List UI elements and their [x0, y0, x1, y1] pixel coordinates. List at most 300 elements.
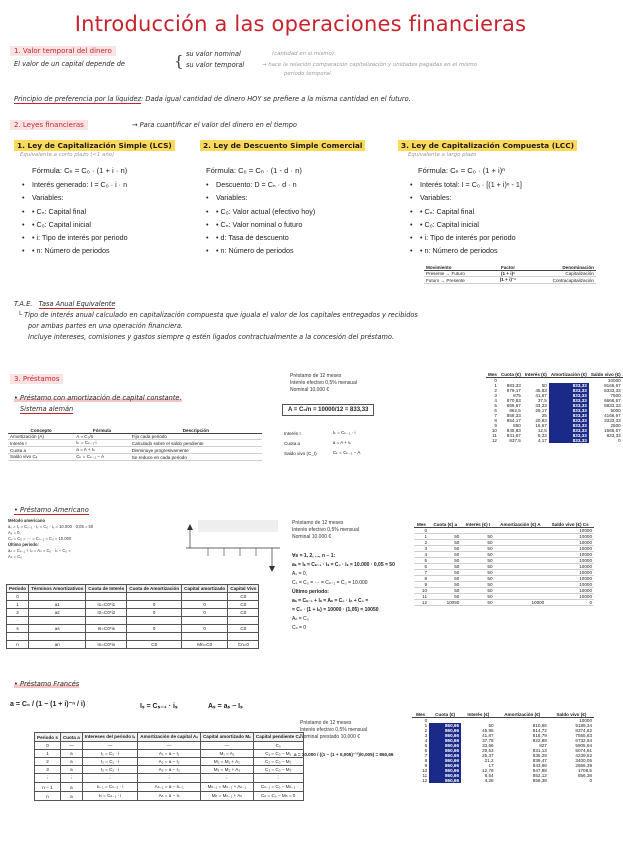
lds-heading: 2. Ley de Descuento Simple Comercial: [200, 140, 365, 151]
table-cell: 50: [429, 588, 461, 594]
temporal-value-note-2: período temporal.: [284, 71, 333, 77]
table-cell: 50: [461, 546, 494, 552]
table-cell: A₂ = a − I₂: [138, 758, 201, 766]
lcs-bullet-interest: • Interés generado: I = C₀ · i · n: [22, 180, 128, 189]
table-cell: a2: [29, 609, 86, 617]
table-cell: 0: [127, 625, 182, 633]
table-cell: 5074,81: [575, 748, 592, 753]
table-cell: a: [60, 792, 82, 801]
table-cell: Saldo vivo Cₖ: [8, 454, 74, 461]
table-cell: 33,33: [535, 403, 547, 408]
table-cell: 10000: [546, 528, 594, 534]
liquidity-principle-label: Principio de preferencia por la liquidez: [14, 95, 142, 103]
table-cell: 29,17: [535, 408, 547, 413]
lds-var-cn: • • Cₙ: Valor nominal o futuro: [206, 219, 303, 229]
table-cell: 12,5: [537, 428, 547, 433]
table-cell: 1666,67: [604, 428, 621, 433]
table-cell: Cₙ = C₀ − Mₙ = 0: [253, 792, 303, 801]
frances-annuity-formula: a = C₀ / (1 − (1 + i)⁻ⁿ / i): [10, 701, 86, 708]
frances-heading: • Préstamo Francés: [14, 680, 80, 688]
table-cell: 1: [35, 750, 61, 758]
table-cell: 0: [182, 609, 228, 617]
table-cell: 4,28: [484, 778, 494, 783]
loan-info-line: Nominal prestado 10.000 €: [300, 734, 361, 740]
table-cell: 7: [414, 570, 429, 576]
column-header: Cuota de Interés: [86, 585, 127, 593]
table-cell: 879,17: [506, 388, 521, 393]
table-cell: n: [7, 641, 29, 649]
column-header: Mes: [488, 372, 497, 377]
table-cell: 12: [491, 438, 497, 443]
table-cell: 883,33: [506, 383, 521, 388]
table-cell: 45,83: [535, 388, 547, 393]
americano-method-line: Aₙ = C₀: [8, 554, 22, 559]
table-cell: 8,54: [484, 773, 494, 778]
table-cell: 50: [461, 552, 494, 558]
table-cell: 50: [461, 588, 494, 594]
table-cell: C₂ = C₀ − M₂: [253, 758, 303, 766]
table-cell: Se reduce en cada periodo: [130, 454, 262, 461]
table-row: [35, 758, 304, 766]
table-cell: a = A + Iₖ: [74, 447, 130, 454]
americano-method-line: Aₛ = 0,: [8, 530, 21, 535]
table-cell: C0: [228, 593, 259, 601]
frances-loan-info: [300, 720, 367, 741]
table-row: [282, 436, 363, 446]
table-cell: [182, 633, 228, 641]
table-cell: ⋮: [253, 774, 303, 783]
table-cell: 1: [414, 534, 429, 540]
table-cell: Cₖ = Cₖ₋₁ − A: [74, 454, 130, 461]
table-cell: 1: [424, 723, 428, 728]
table-cell: 8333,33: [604, 388, 621, 393]
table-cell: M₃ = M₂ + A₃: [200, 766, 253, 774]
page-title: Introducción a las operaciones financieras: [74, 12, 527, 36]
table-cell: C₃ = C₀ − M₃: [253, 766, 303, 774]
table-cell: I1=C0*i1: [86, 601, 127, 609]
table-cell: 10000: [607, 378, 621, 383]
americano-left-table: [6, 584, 259, 649]
americano-method-line: Cₛ = C₀ = ··· = Cₙ₋₁ = C₀ = 10.000: [8, 536, 72, 541]
tae-title: Tasa Anual Equivalente: [38, 300, 116, 308]
table-cell: [228, 617, 259, 625]
americano-calc: [292, 552, 395, 633]
table-row: [486, 438, 623, 443]
table-cell: 5000: [610, 408, 621, 413]
americano-calc-line: = C₀ · (1 + iₙ) = 10000 · (1,05) = 10050: [292, 607, 379, 613]
table-cell: [182, 617, 228, 625]
table-cell: 0: [546, 600, 594, 606]
table-cell: 8,33: [537, 433, 547, 438]
table-cell: a: [60, 750, 82, 758]
table-cell: 4: [494, 398, 497, 403]
table-cell: ·: [7, 633, 29, 641]
lcc-factor-header: Factor: [492, 265, 524, 271]
table-cell: s: [7, 625, 29, 633]
tae-label: T.A.E.: [14, 300, 33, 308]
table-cell: I₃ = C₂ · i: [82, 766, 137, 774]
table-cell: 854,17: [506, 418, 521, 423]
table-row: [7, 625, 259, 633]
liquidity-principle: [14, 95, 411, 103]
table-cell: 0: [494, 378, 497, 383]
section-3-heading: 3. Préstamos: [10, 374, 63, 384]
table-cell: 50: [429, 564, 461, 570]
table-cell: Cuota a: [8, 447, 74, 454]
table-cell: 50: [461, 582, 494, 588]
table-cell: A₃ = a − I₃: [138, 766, 201, 774]
table-cell: 50: [461, 594, 494, 600]
table-cell: Iₖ = Cₖ₋₁ · i: [332, 430, 356, 435]
table-cell: 860,66: [429, 723, 461, 728]
table-cell: 2: [7, 609, 29, 617]
table-cell: Presente → Futuro: [424, 271, 492, 277]
table-cell: n − 1: [35, 783, 61, 792]
table-cell: 0: [182, 625, 228, 633]
loan-info-line: Préstamo de 12 meses: [292, 520, 344, 526]
americano-method-title: Método americano: [8, 518, 45, 523]
table-cell: 856,38: [577, 773, 592, 778]
tae-heading: [14, 300, 115, 308]
aleman-system-label: Sistema alemán: [20, 405, 74, 413]
table-row: [7, 633, 259, 641]
lcs-bullet-variables: • Variables:: [22, 193, 64, 203]
table-cell: 3333,33: [604, 418, 621, 423]
table-cell: —: [60, 742, 82, 750]
column-header: Capital amortizado Mₛ: [200, 733, 253, 742]
americano-timeline-diagram: [180, 518, 284, 576]
table-cell: 50: [429, 570, 461, 576]
table-cell: 50: [429, 594, 461, 600]
table-cell: 833,33: [549, 423, 589, 428]
table-cell: —: [138, 742, 201, 750]
table-cell: 10000: [546, 594, 594, 600]
liquidity-principle-text: : Dada igual cantidad de dinero HOY se prefiere a la misma cantidad en el futuro.: [141, 95, 411, 103]
lcc-bullet-variables: • Variables:: [410, 193, 452, 203]
table-cell: 10050: [429, 600, 461, 606]
lds-formula: Fórmula: C₀ = Cₙ · (1 - d · n): [206, 166, 302, 175]
table-cell: 41,87: [482, 733, 494, 738]
table-cell: Futuro → Presente: [424, 277, 492, 284]
column-header: Cuota (€): [429, 712, 461, 718]
lds-bullets: [206, 178, 315, 258]
table-cell: C0: [228, 601, 259, 609]
table-cell: 10000: [546, 546, 594, 552]
table-row: [424, 271, 596, 277]
table-cell: 11: [414, 594, 429, 600]
table-cell: 833,33: [549, 408, 589, 413]
table-cell: 860,66: [429, 743, 461, 748]
table-row: [35, 774, 304, 783]
table-row: [8, 440, 262, 447]
table-cell: 2556,39: [575, 763, 592, 768]
table-cell: 2: [494, 388, 497, 393]
table-cell: I2=C0*i2: [86, 609, 127, 617]
table-cell: 1: [7, 601, 29, 609]
table-row: [424, 277, 596, 284]
column-header: Cuota de Amortización: [127, 585, 182, 593]
table-cell: Cuota a: [284, 440, 301, 446]
value-depends-text: El valor de un capital depende de: [14, 60, 125, 68]
table-row: [35, 792, 304, 801]
table-cell: 9166,67: [604, 383, 621, 388]
concept-header: Concepto: [8, 428, 74, 434]
table-cell: —: [200, 742, 253, 750]
table-cell: 2500: [610, 423, 621, 428]
americano-calc-line: Cₙ = 0: [292, 625, 307, 631]
table-cell: 8374,62: [575, 728, 592, 733]
table-cell: 8: [494, 418, 497, 423]
table-cell: 0: [35, 742, 61, 750]
table-cell: 16,67: [535, 423, 547, 428]
table-cell: Fijo cada periodo: [130, 434, 262, 440]
americano-method-notes: [8, 518, 180, 572]
aleman-loan-info: [290, 373, 357, 394]
column-header: Saldo vivo (€): [590, 372, 621, 377]
table-cell: 833,33: [549, 413, 589, 418]
table-cell: 4166,67: [604, 413, 621, 418]
table-cell: 50: [429, 546, 461, 552]
table-cell: A = C₀/n: [74, 434, 130, 440]
table-cell: Capitalización: [524, 271, 596, 277]
table-cell: 833,33: [549, 398, 589, 403]
table-row: [35, 750, 304, 758]
table-cell: 845,83: [506, 428, 521, 433]
column-header: Capital amortizado: [182, 585, 228, 593]
table-cell: Calculado sobre el saldo pendiente: [130, 440, 262, 447]
table-cell: Interés I: [284, 430, 301, 436]
table-cell: 843,66: [532, 763, 547, 768]
table-cell: 6732,94: [575, 738, 592, 743]
table-cell: 0: [7, 593, 29, 601]
table-cell: 10000: [546, 564, 594, 570]
lds-bullet-variables: • Variables:: [206, 193, 248, 203]
column-header: Términos Amortizativos: [29, 585, 86, 593]
table-cell: Mₙ₋₁ = Mₙ₋₂ + Aₙ₋₁: [200, 783, 253, 792]
table-cell: 10: [491, 428, 497, 433]
table-cell: 9189,34: [575, 723, 592, 728]
lcs-var-i: • • i: Tipo de interés por periodo: [22, 233, 128, 243]
table-cell: 5: [414, 558, 429, 564]
loan-info-line: Interés efectivo 0,5% mensual: [292, 527, 359, 533]
table-cell: 6666,67: [604, 398, 621, 403]
column-header: Capital Vivo: [228, 585, 259, 593]
table-cell: 0: [589, 778, 592, 783]
table-cell: [29, 593, 86, 601]
table-cell: 17: [488, 763, 494, 768]
table-cell: 7555,83: [575, 733, 592, 738]
table-cell: 10000: [546, 558, 594, 564]
table-cell: ⋮: [35, 774, 61, 783]
table-cell: M₂ = M₁ + A₂: [200, 758, 253, 766]
column-header: Saldo vivo (€) Cs: [546, 522, 594, 528]
table-cell: Contracapitalización: [524, 277, 596, 284]
table-cell: 860,66: [429, 768, 461, 773]
table-cell: In=C0*in: [86, 641, 127, 649]
nominal-value-text: su valor nominal: [186, 50, 241, 58]
table-cell: [86, 593, 127, 601]
americano-calc-line: Aₛ = 0,: [292, 571, 308, 577]
table-cell: 875: [513, 393, 521, 398]
table-cell: 1708,5: [577, 768, 592, 773]
temporal-value-note: → hace la relación comparación capitalización y unidades pagadas en el mismo: [262, 62, 477, 68]
table-cell: ⋮: [60, 774, 82, 783]
column-header: Cuota (€): [500, 372, 521, 377]
table-cell: 3400,05: [575, 758, 592, 763]
table-cell: [228, 633, 259, 641]
table-cell: Saldo vivo (C_t): [284, 450, 317, 456]
section-1-heading: 1. Valor temporal del dinero: [10, 46, 116, 56]
column-header: Cuota a: [60, 733, 82, 742]
table-cell: C0: [228, 625, 259, 633]
table-cell: Cₖ = Cₖ₋₁ − A: [332, 450, 361, 455]
table-cell: 860,66: [429, 738, 461, 743]
column-header: Interés (€) I: [461, 522, 494, 528]
table-cell: 5: [424, 743, 428, 748]
table-cell: Cₙ₋₁ = C₀ − Mₙ₋₁: [253, 783, 303, 792]
table-row: [7, 609, 259, 617]
table-cell: 833,33: [549, 418, 589, 423]
lcc-formula: Fórmula: Cₙ = C₀ · (1 + i)ⁿ: [418, 166, 506, 175]
table-cell: 9: [414, 582, 429, 588]
table-cell: 2: [424, 728, 428, 733]
table-cell: 6: [424, 748, 428, 753]
americano-heading: • Préstamo Americano: [14, 506, 89, 514]
table-cell: 839,47: [532, 758, 547, 763]
frances-amortization-table: [412, 712, 594, 783]
table-cell: 833,33: [549, 433, 589, 438]
table-cell: 50: [461, 600, 494, 606]
table-cell: 860,66: [429, 728, 461, 733]
table-cell: 37,5: [537, 398, 547, 403]
table-cell: 860,66: [429, 763, 461, 768]
column-header: Mes: [414, 522, 429, 528]
table-cell: ·: [7, 617, 29, 625]
table-cell: 10: [414, 588, 429, 594]
table-cell: 860,66: [429, 758, 461, 763]
table-cell: 50: [461, 564, 494, 570]
table-cell: C₁ = C₀ − M₁: [253, 750, 303, 758]
table-cell: 833,33: [549, 428, 589, 433]
nominal-value-note: (cantidad en sí mismo): [272, 51, 334, 57]
table-cell: Amortización (A): [8, 434, 74, 440]
table-cell: 822,89: [532, 738, 547, 743]
table-row: [35, 783, 304, 792]
table-cell: 7500: [610, 393, 621, 398]
table-cell: Aₙ = a − Iₙ: [138, 792, 201, 801]
table-cell: 841,67: [506, 433, 521, 438]
table-cell: as: [29, 625, 86, 633]
table-cell: 833,33: [549, 438, 589, 443]
lcc-note: Equivalente a largo plazo: [408, 152, 477, 158]
table-cell: [127, 593, 182, 601]
table-cell: ⋮: [200, 774, 253, 783]
table-cell: 50: [461, 534, 494, 540]
table-cell: —: [82, 742, 137, 750]
table-cell: 50: [541, 383, 547, 388]
table-cell: 10: [422, 768, 428, 773]
lcs-note: Equivalente a corto plazo (<1 año): [20, 152, 115, 158]
concept-header: Descripción: [130, 428, 262, 434]
frances-amortization-formula: Aₛ = aₛ − Iₛ: [208, 703, 243, 710]
table-cell: (1 + i)ⁿ: [492, 271, 524, 277]
loan-info-line: Interés efectivo 0,5% mensual: [290, 380, 357, 386]
column-header: Interés (€): [524, 372, 547, 377]
table-cell: 10000: [579, 718, 592, 723]
table-cell: 833,33: [549, 403, 589, 408]
table-cell: ⋮: [82, 774, 137, 783]
table-row: [414, 600, 594, 606]
table-cell: 835,29: [532, 753, 547, 758]
tae-line-1: └ Tipo de interés anual calculado en capitalización compuesta que iguala el valor de los capitales entregados y recibidos: [18, 311, 418, 319]
table-row: [7, 641, 259, 649]
table-cell: 41,67: [535, 393, 547, 398]
table-cell: C₀: [253, 742, 303, 750]
table-cell: 50: [461, 570, 494, 576]
table-cell: 0: [414, 528, 429, 534]
table-cell: 9: [494, 423, 497, 428]
table-cell: Aₙ₋₁ = a − Iₙ₋₁: [138, 783, 201, 792]
table-cell: 4239,52: [575, 753, 592, 758]
lcs-var-n: • • n: Número de periodos: [22, 246, 110, 256]
table-cell: 860,66: [429, 748, 461, 753]
lds-var-c0: • • C₀: Valor actual (efectivo hoy): [206, 206, 316, 216]
table-cell: 10000: [546, 588, 594, 594]
americano-calc-line: ∀s = 1, 2, ..., n − 1:: [292, 553, 336, 559]
lcc-var-i: • • i: Tipo de interés por periodo: [410, 233, 516, 243]
americano-method-line: aₙ = Cₙ₋₁ + Iₙ = Aₙ = C₀ · iₙ + C₀ =: [8, 548, 71, 553]
table-cell: 860,66: [429, 753, 461, 758]
aleman-amortization-table: [486, 372, 623, 443]
table-cell: 0: [424, 718, 428, 723]
loan-info-line: Interés efectivo 0,5% mensual: [300, 727, 367, 733]
column-header: Periodo s: [35, 733, 61, 742]
table-cell: Mₙ = Mₙ₋₁ + Aₙ: [200, 792, 253, 801]
table-cell: [182, 593, 228, 601]
table-cell: 7: [424, 753, 428, 758]
table-cell: 0: [182, 601, 228, 609]
table-cell: 5905,94: [575, 743, 592, 748]
table-cell: 814,72: [532, 728, 547, 733]
aleman-concept-table: [8, 428, 262, 461]
table-cell: 12: [422, 778, 428, 783]
column-header: Saldo vivo (€): [549, 712, 594, 718]
americano-calc-line: Cₛ = C₀ = ··· = Cₙ₋₁ = C₀ = 10.000: [292, 580, 368, 586]
table-cell: 10000: [546, 582, 594, 588]
table-cell: 833,33: [549, 383, 589, 388]
aleman-amortization-formula: A = C₀/n = 10000/12 = 833,33: [282, 404, 374, 416]
table-cell: 818,79: [532, 733, 547, 738]
column-header: Amortización (€): [496, 712, 549, 718]
table-cell: 12: [414, 600, 429, 606]
table-cell: 2: [414, 540, 429, 546]
tae-line-2: por ambas partes en una operación financiera.: [28, 322, 183, 330]
table-cell: 7: [494, 413, 497, 418]
table-cell: a: [60, 783, 82, 792]
table-cell: 862,5: [509, 408, 521, 413]
table-cell: I₂ = C₁ · i: [82, 758, 137, 766]
table-cell: [86, 633, 127, 641]
table-cell: 3: [494, 393, 497, 398]
lcc-factor-header: Movimiento: [424, 265, 492, 271]
table-cell: 837,5: [509, 438, 521, 443]
table-cell: 833,33: [549, 388, 589, 393]
table-cell: ⋮: [138, 774, 201, 783]
frances-left-table: [34, 732, 304, 801]
table-cell: Iₙ = Cₙ₋₁ · i: [82, 792, 137, 801]
table-cell: 45,95: [482, 728, 494, 733]
table-cell: 20,83: [535, 418, 547, 423]
